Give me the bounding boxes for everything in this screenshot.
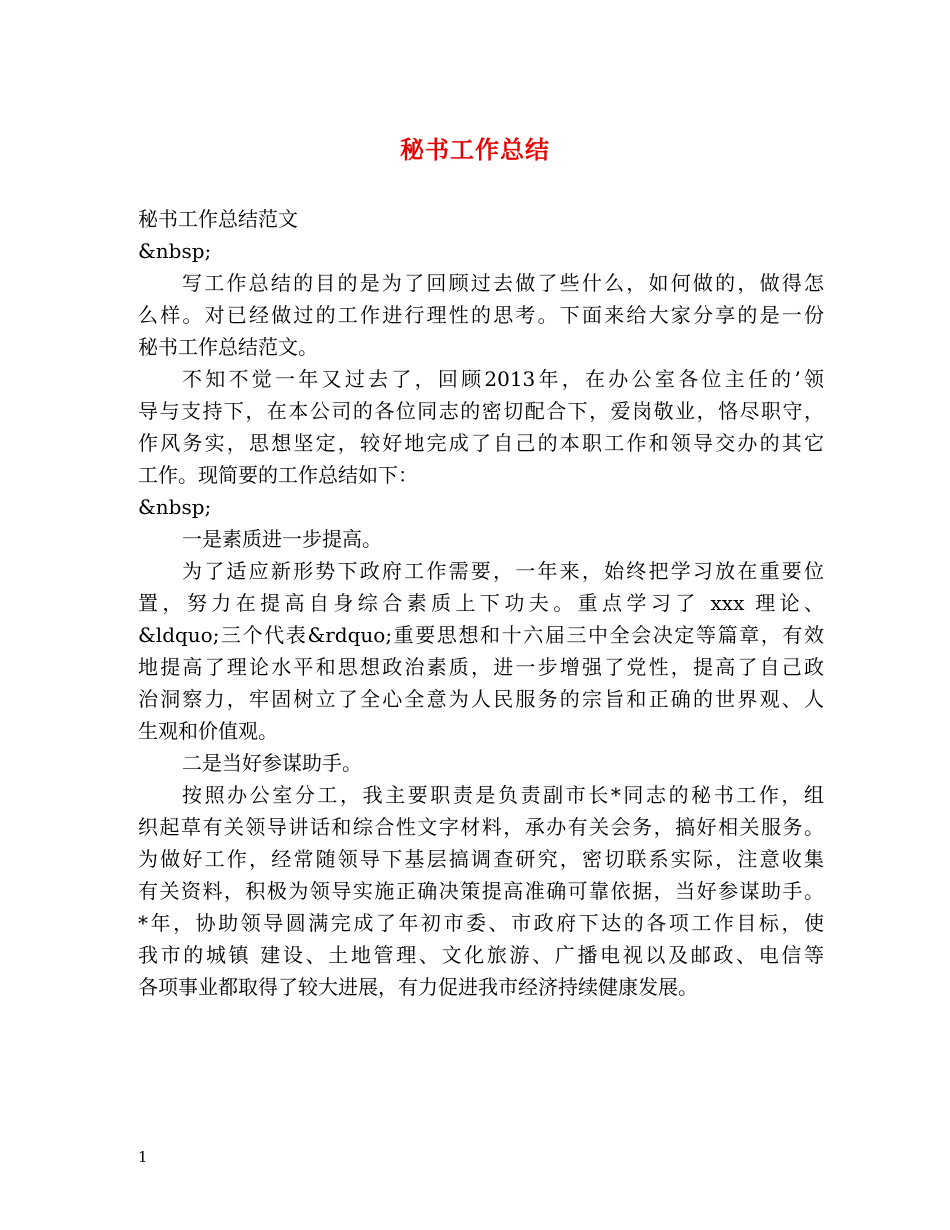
text-line: 导与支持下，在本公司的各位同志的密切配合下，爱岗敬业，恪尽职守， (138, 399, 824, 423)
text-line: &ldquo;三个代表&rdquo;重要思想和十六届三中全会决定等篇章，有效 (138, 623, 824, 647)
text-line: 秘书工作总结范文 (138, 207, 298, 231)
text-line: 写工作总结的目的是为了回顾过去做了些什么，如何做的，做得怎 (182, 271, 824, 295)
document-body (138, 203, 824, 1003)
text-line: 一是素质进一步提高。 (182, 527, 382, 551)
text-line: 织起草有关领导讲话和综合性文字材料，承办有关会务，搞好相关服务。 (138, 815, 824, 839)
page-title: 秘书工作总结 (400, 135, 550, 164)
text-line: 有关资料，积极为领导实施正确决策提高准确可靠依据，当好参谋助手。 (138, 879, 824, 903)
text-line: 不知不觉一年又过去了，回顾2013年，在办公室各位主任的’领 (182, 367, 824, 391)
text-line: 生观和价值观。 (138, 719, 278, 743)
text-line: 为了适应新形势下政府工作需要，一年来，始终把学习放在重要位 (182, 559, 824, 583)
text-line: 作风务实，思想坚定，较好地完成了自己的本职工作和领导交办的其它 (138, 431, 824, 455)
text-line: 么样。对已经做过的工作进行理性的思考。下面来给大家分享的是一份 (138, 303, 824, 327)
text-line: 治洞察力，牢固树立了全心全意为人民服务的宗旨和正确的世界观、人 (138, 687, 824, 711)
text-line: 按照办公室分工，我主要职责是负责副市长*同志的秘书工作，组 (182, 783, 824, 807)
text-line: &nbsp; (138, 239, 212, 263)
text-line: 我市的城镇 建设、土地管理、文化旅游、广播电视以及邮政、电信等 (138, 943, 824, 967)
text-line: 工作。现简要的工作总结如下： (138, 463, 418, 487)
text-line: 地提高了理论水平和思想政治素质，进一步增强了党性，提高了自己政 (138, 655, 824, 679)
text-line: 各项事业都取得了较大进展，有力促进我市经济持续健康发展。 (138, 975, 698, 999)
page-number: 1 (138, 1148, 148, 1166)
text-line: 秘书工作总结范文。 (138, 335, 318, 359)
text-line: &nbsp; (138, 495, 212, 519)
text-line: 置，努力在提高自身综合素质上下功夫。重点学习了 xxx 理论、 (138, 591, 824, 615)
text-line: *年，协助领导圆满完成了年初市委、市政府下达的各项工作目标，使 (138, 911, 824, 935)
text-line: 二是当好参谋助手。 (182, 751, 362, 775)
text-line: 为做好工作，经常随领导下基层搞调查研究，密切联系实际，注意收集 (138, 847, 824, 871)
